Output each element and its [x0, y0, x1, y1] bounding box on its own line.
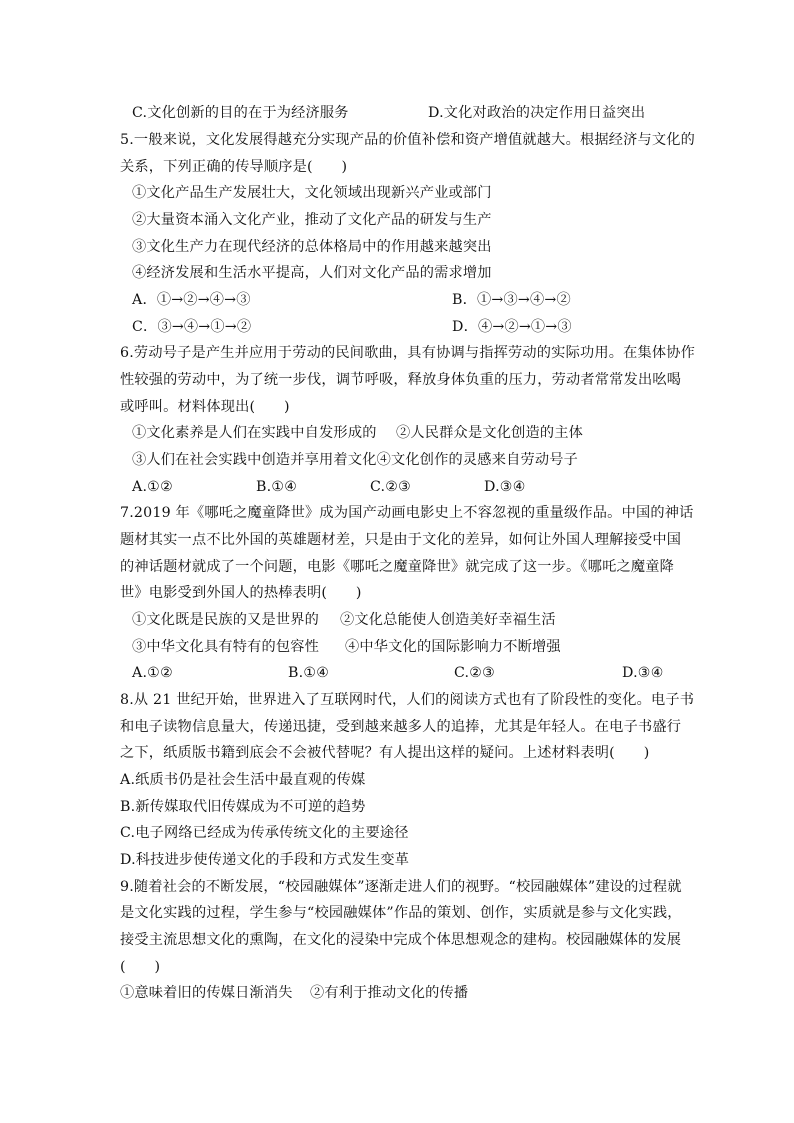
q7-option-a: A.①②	[132, 665, 173, 681]
q5-statement-1: ①文化产品生产发展壮大，文化领域出现新兴产业或部门	[132, 185, 492, 201]
option-d-q4: D.文化对政治的决定作用日益突出	[428, 105, 646, 121]
q5-option-c: C．③→④→①→②	[132, 319, 252, 335]
q7-statement-3: ③中华文化具有特有的包容性	[132, 639, 320, 655]
q7-statement-2: ②文化总能使人创造美好幸福生活	[340, 612, 556, 628]
question-9-stem: 9.随着社会的不断发展，“校园融媒体”逐渐走进人们的视野。“校园融媒体”建设的过程就	[120, 879, 682, 895]
option-c-q4: C.文化创新的目的在于为经济服务	[132, 105, 349, 121]
question-7-stem: 7.2019 年《哪吒之魔童降世》成为国产动画电影史上不容忽视的重量级作品。中国的神话	[120, 505, 694, 521]
q6-option-a: A.①②	[132, 479, 173, 495]
q5-statement-4: ④经济发展和生活水平提高，人们对文化产品的需求增加	[132, 265, 492, 281]
q8-option-d: D.科技进步使传递文化的手段和方式发生变革	[120, 852, 410, 868]
question-5-stem-cont: 关系，下列正确的传导顺序是( )	[120, 159, 348, 175]
question-8-stem: 8.从 21 世纪开始，世界进入了互联网时代，人们的阅读方式也有了阶段性的变化。电子书	[120, 692, 695, 708]
q6-statement-1: ①文化素养是人们在实践中自发形成的	[132, 425, 377, 441]
q9-statement-1: ①意味着旧的传媒日渐消失	[120, 985, 293, 1001]
q6-option-c: C.②③	[370, 479, 412, 495]
q8-option-a: A.纸质书仍是社会生活中最直观的传媒	[120, 772, 366, 788]
question-9-stem-cont-1: 是文化实践的过程，学生参与“校园融媒体”作品的策划、创作，实质就是参与文化实践，	[120, 905, 682, 921]
question-7-stem-cont-2: 的神话题材就成了一个问题，电影《哪吒之魔童降世》就完成了这一步。《哪吒之魔童降	[120, 559, 675, 575]
question-9-answer-blank: ( )	[120, 959, 161, 975]
question-6-stem-cont-1: 性较强的劳动中，为了统一步伐，调节呼吸，释放身体负重的压力，劳动者常常发出吆喝	[120, 372, 682, 388]
question-7-stem-cont-3: 世》电影受到外国人的热棒表明( )	[120, 585, 362, 601]
question-8-stem-cont-2: 之下，纸质版书籍到底会不会被代替呢？有人提出这样的疑问。上述材料表明( )	[120, 745, 650, 761]
q6-option-b: B.①④	[256, 479, 298, 495]
q6-statement-3-4: ③人们在社会实践中创造并享用着文化④文化创作的灵感来自劳动号子	[132, 452, 579, 468]
question-5-stem: 5.一般来说，文化发展得越充分实现产品的价值补偿和资产增值就越大。根据经济与文化的	[120, 132, 696, 148]
q7-option-c: C.②③	[454, 665, 496, 681]
q5-option-a: A．①→②→④→③	[132, 292, 251, 308]
q7-statement-1: ①文化既是民族的又是世界的	[132, 612, 320, 628]
q6-option-d: D.③④	[484, 479, 526, 495]
question-7-stem-cont-1: 题材其实一点不比外国的英雄题材差，只是由于文化的差异，如何让外国人理解接受中国	[120, 532, 682, 548]
question-8-stem-cont-1: 和电子读物信息量大，传递迅捷，受到越来越多人的追捧，尤其是年轻人。在电子书盛行	[120, 719, 682, 735]
q5-option-d: D．④→②→①→③	[452, 319, 572, 335]
q9-statement-2: ②有利于推动文化的传播	[310, 985, 469, 1001]
q7-option-d: D.③④	[622, 665, 664, 681]
question-6-stem-cont-2: 或呼叫。材料体现出( )	[120, 399, 290, 415]
q7-statement-4: ④中华文化的国际影响力不断增强	[345, 639, 561, 655]
q6-statement-2: ②人民群众是文化创造的主体	[396, 425, 584, 441]
question-6-stem: 6.劳动号子是产生并应用于劳动的民间歌曲，具有协调与指挥劳动的实际功用。在集体协作	[120, 345, 696, 361]
q8-option-b: B.新传媒取代旧传媒成为不可逆的趋势	[120, 799, 366, 815]
q7-option-b: B.①④	[288, 665, 330, 681]
question-9-stem-cont-2: 接受主流思想文化的熏陶，在文化的浸染中完成个体思想观念的建构。校园融媒体的发展	[120, 932, 682, 948]
q8-option-c: C.电子网络已经成为传承传统文化的主要途径	[120, 825, 409, 841]
q5-statement-2: ②大量资本涌入文化产业，推动了文化产品的研发与生产	[132, 212, 492, 228]
q5-statement-3: ③文化生产力在现代经济的总体格局中的作用越来越突出	[132, 239, 492, 255]
q5-option-b: B．①→③→④→②	[452, 292, 571, 308]
